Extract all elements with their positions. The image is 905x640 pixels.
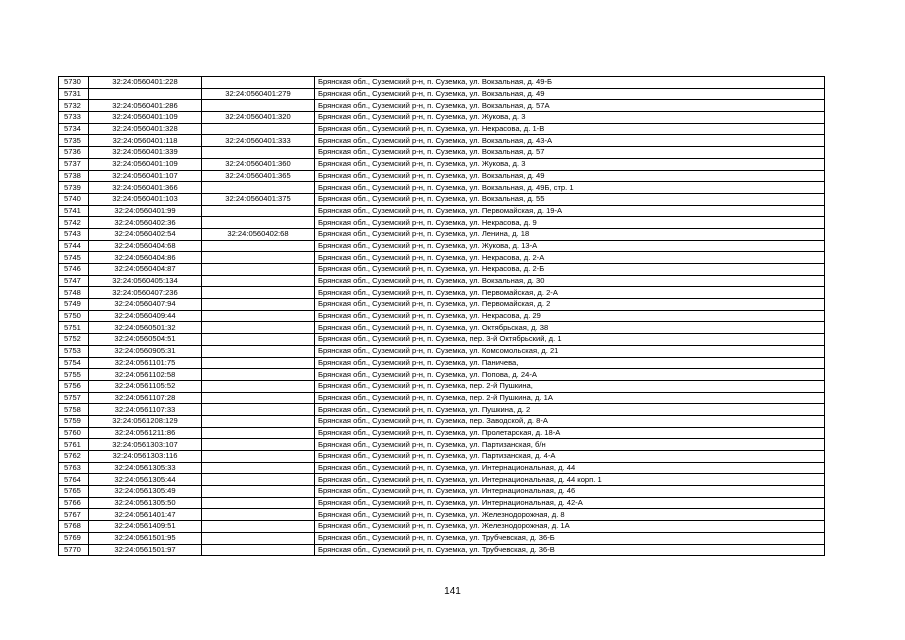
cadastral-number-cell: 32:24:0561401:47 (89, 509, 202, 521)
address-cell: Брянская обл., Суземский р-н, п. Суземка, ул. Пушкина, д. 2 (315, 404, 825, 416)
row-number-cell: 5762 (59, 451, 89, 463)
address-cell: Брянская обл., Суземский р-н, п. Суземка, ул. Вокзальная, д. 57 (315, 147, 825, 159)
address-cell: Брянская обл., Суземский р-н, п. Суземка, пер. 2-й Пушкина, (315, 380, 825, 392)
cadastral-number-2-cell (202, 392, 315, 404)
row-number-cell: 5737 (59, 158, 89, 170)
cadastral-number-2-cell (202, 264, 315, 276)
cadastral-number-2-cell (202, 486, 315, 498)
cadastral-number-2-cell (202, 497, 315, 509)
cadastral-number-cell: 32:24:0560401:366 (89, 182, 202, 194)
address-cell: Брянская обл., Суземский р-н, п. Суземка, ул. Ленина, д. 18 (315, 228, 825, 240)
address-cell: Брянская обл., Суземский р-н, п. Суземка, ул. Интернациональная, д. 46 (315, 486, 825, 498)
cadastral-number-2-cell: 32:24:0560401:365 (202, 170, 315, 182)
address-cell: Брянская обл., Суземский р-н, п. Суземка, ул. Некрасова, д. 9 (315, 217, 825, 229)
table-row (59, 462, 825, 474)
page-number: 141 (444, 586, 461, 597)
cadastral-number-cell: 32:24:0560401:99 (89, 205, 202, 217)
cadastral-number-2-cell (202, 217, 315, 229)
cadastral-number-2-cell (202, 369, 315, 381)
table-row (59, 77, 825, 89)
cadastral-number-cell: 32:24:0560407:236 (89, 287, 202, 299)
row-number-cell: 5742 (59, 217, 89, 229)
address-cell: Брянская обл., Суземский р-н, п. Суземка, ул. Некрасова, д. 29 (315, 310, 825, 322)
row-number-cell: 5758 (59, 404, 89, 416)
table-row (59, 322, 825, 334)
address-cell: Брянская обл., Суземский р-н, п. Суземка, ул. Паничева, (315, 357, 825, 369)
table-row (59, 287, 825, 299)
cadastral-number-2-cell: 32:24:0560401:320 (202, 112, 315, 124)
table-row (59, 170, 825, 182)
cadastral-number-cell: 32:24:0561501:97 (89, 544, 202, 556)
cadastral-number-cell: 32:24:0560404:68 (89, 240, 202, 252)
table-row (59, 369, 825, 381)
cadastral-number-2-cell (202, 474, 315, 486)
cadastral-number-cell: 32:24:0561107:33 (89, 404, 202, 416)
table-row (59, 334, 825, 346)
cadastral-number-cell: 32:24:0561107:28 (89, 392, 202, 404)
cadastral-number-cell: 32:24:0560905:31 (89, 345, 202, 357)
table-row (59, 427, 825, 439)
cadastral-number-cell: 32:24:0561409:51 (89, 521, 202, 533)
table-row (59, 299, 825, 311)
table-row (59, 392, 825, 404)
address-cell: Брянская обл., Суземский р-н, п. Суземка, ул. Вокзальная, д. 49Б, стр. 1 (315, 182, 825, 194)
cadastral-number-cell: 32:24:0560402:36 (89, 217, 202, 229)
table-row (59, 345, 825, 357)
cadastral-number-2-cell (202, 147, 315, 159)
cadastral-number-cell: 32:24:0560401:228 (89, 77, 202, 89)
address-cell: Брянская обл., Суземский р-н, п. Суземка, ул. Жукова, д. 3 (315, 158, 825, 170)
cadastral-number-cell: 32:24:0560404:87 (89, 264, 202, 276)
cadastral-number-cell: 32:24:0560401:109 (89, 158, 202, 170)
address-cell: Брянская обл., Суземский р-н, п. Суземка, ул. Октябрьская, д. 38 (315, 322, 825, 334)
row-number-cell: 5770 (59, 544, 89, 556)
cadastral-number-2-cell (202, 415, 315, 427)
cadastral-number-2-cell (202, 240, 315, 252)
table-row (59, 415, 825, 427)
cadastral-number-cell: 32:24:0560401:118 (89, 135, 202, 147)
cadastral-number-cell: 32:24:0561211:86 (89, 427, 202, 439)
address-cell: Брянская обл., Суземский р-н, п. Суземка, ул. Некрасова, д. 2-Б (315, 264, 825, 276)
address-cell: Брянская обл., Суземский р-н, п. Суземка, ул. Жукова, д. 13-А (315, 240, 825, 252)
table-row (59, 264, 825, 276)
row-number-cell: 5759 (59, 415, 89, 427)
cadastral-number-2-cell (202, 544, 315, 556)
row-number-cell: 5731 (59, 88, 89, 100)
address-cell: Брянская обл., Суземский р-н, п. Суземка, ул. Жукова, д. 3 (315, 112, 825, 124)
cadastral-number-2-cell (202, 462, 315, 474)
address-cell: Брянская обл., Суземский р-н, п. Суземка, пер. Заводской, д. 8-А (315, 415, 825, 427)
row-number-cell: 5766 (59, 497, 89, 509)
cadastral-number-2-cell (202, 357, 315, 369)
row-number-cell: 5765 (59, 486, 89, 498)
address-cell: Брянская обл., Суземский р-н, п. Суземка, ул. Комсомольская, д. 21 (315, 345, 825, 357)
row-number-cell: 5745 (59, 252, 89, 264)
table-row (59, 158, 825, 170)
cadastral-number-2-cell (202, 380, 315, 392)
cadastral-number-cell: 32:24:0560404:86 (89, 252, 202, 264)
table-row (59, 147, 825, 159)
cadastral-number-cell: 32:24:0560401:328 (89, 123, 202, 135)
cadastral-number-2-cell (202, 509, 315, 521)
row-number-cell: 5738 (59, 170, 89, 182)
row-number-cell: 5751 (59, 322, 89, 334)
row-number-cell: 5736 (59, 147, 89, 159)
row-number-cell: 5763 (59, 462, 89, 474)
cadastral-number-cell: 32:24:0560401:339 (89, 147, 202, 159)
cadastral-number-2-cell (202, 404, 315, 416)
table-row (59, 112, 825, 124)
cadastral-number-2-cell (202, 100, 315, 112)
table-row (59, 182, 825, 194)
address-cell: Брянская обл., Суземский р-н, п. Суземка, ул. Партизанская, д. 4-А (315, 451, 825, 463)
row-number-cell: 5756 (59, 380, 89, 392)
cadastral-number-cell: 32:24:0560405:134 (89, 275, 202, 287)
address-cell: Брянская обл., Суземский р-н, п. Суземка, ул. Интернациональная, д. 42-А (315, 497, 825, 509)
table-row (59, 486, 825, 498)
cadastral-number-2-cell: 32:24:0560401:360 (202, 158, 315, 170)
address-cell: Брянская обл., Суземский р-н, п. Суземка, ул. Вокзальная, д. 55 (315, 193, 825, 205)
address-cell: Брянская обл., Суземский р-н, п. Суземка, ул. Вокзальная, д. 49 (315, 88, 825, 100)
table-row (59, 357, 825, 369)
cadastral-number-2-cell (202, 427, 315, 439)
address-cell: Брянская обл., Суземский р-н, п. Суземка, ул. Партизанская, б/н (315, 439, 825, 451)
address-cell: Брянская обл., Суземский р-н, п. Суземка, ул. Первомайская, д. 19-А (315, 205, 825, 217)
registry-table (58, 76, 825, 556)
cadastral-number-cell: 32:24:0560501:32 (89, 322, 202, 334)
cadastral-number-2-cell: 32:24:0560401:279 (202, 88, 315, 100)
address-cell: Брянская обл., Суземский р-н, п. Суземка, ул. Первомайская, д. 2-А (315, 287, 825, 299)
row-number-cell: 5752 (59, 334, 89, 346)
row-number-cell: 5761 (59, 439, 89, 451)
cadastral-number-cell: 32:24:0561101:75 (89, 357, 202, 369)
registry-table-body (59, 77, 825, 556)
table-row (59, 100, 825, 112)
cadastral-number-cell: 32:24:0560402:54 (89, 228, 202, 240)
address-cell: Брянская обл., Суземский р-н, п. Суземка, ул. Некрасова, д. 1-В (315, 123, 825, 135)
address-cell: Брянская обл., Суземский р-н, п. Суземка, ул. Вокзальная, д. 57А (315, 100, 825, 112)
row-number-cell: 5734 (59, 123, 89, 135)
address-cell: Брянская обл., Суземский р-н, п. Суземка, ул. Трубчевская, д. 36-В (315, 544, 825, 556)
cadastral-number-2-cell: 32:24:0560402:68 (202, 228, 315, 240)
address-cell: Брянская обл., Суземский р-н, п. Суземка, пер. 2-й Пушкина, д. 1А (315, 392, 825, 404)
address-cell: Брянская обл., Суземский р-н, п. Суземка, ул. Некрасова, д. 2-А (315, 252, 825, 264)
row-number-cell: 5743 (59, 228, 89, 240)
cadastral-number-cell: 32:24:0560407:94 (89, 299, 202, 311)
address-cell: Брянская обл., Суземский р-н, п. Суземка, ул. Попова, д. 24-А (315, 369, 825, 381)
address-cell: Брянская обл., Суземский р-н, п. Суземка, ул. Интернациональная, д. 44 корп. 1 (315, 474, 825, 486)
address-cell: Брянская обл., Суземский р-н, п. Суземка, ул. Вокзальная, д. 49 (315, 170, 825, 182)
table-row (59, 451, 825, 463)
cadastral-number-2-cell (202, 275, 315, 287)
table-row (59, 497, 825, 509)
cadastral-number-cell: 32:24:0560401:103 (89, 193, 202, 205)
cadastral-number-cell: 32:24:0561305:50 (89, 497, 202, 509)
row-number-cell: 5764 (59, 474, 89, 486)
cadastral-number-2-cell: 32:24:0560401:333 (202, 135, 315, 147)
row-number-cell: 5754 (59, 357, 89, 369)
cadastral-number-2-cell (202, 77, 315, 89)
row-number-cell: 5746 (59, 264, 89, 276)
table-row (59, 532, 825, 544)
address-cell: Брянская обл., Суземский р-н, п. Суземка, пер. 3-й Октябрьский, д. 1 (315, 334, 825, 346)
row-number-cell: 5768 (59, 521, 89, 533)
cadastral-number-cell: 32:24:0561208:129 (89, 415, 202, 427)
cadastral-number-cell: 32:24:0560504:51 (89, 334, 202, 346)
cadastral-number-cell: 32:24:0561501:95 (89, 532, 202, 544)
row-number-cell: 5739 (59, 182, 89, 194)
cadastral-number-2-cell (202, 182, 315, 194)
cadastral-number-2-cell (202, 439, 315, 451)
cadastral-number-2-cell (202, 322, 315, 334)
table-row (59, 240, 825, 252)
table-row (59, 509, 825, 521)
row-number-cell: 5747 (59, 275, 89, 287)
cadastral-number-2-cell: 32:24:0560401:375 (202, 193, 315, 205)
row-number-cell: 5769 (59, 532, 89, 544)
cadastral-number-cell: 32:24:0560409:44 (89, 310, 202, 322)
cadastral-number-cell: 32:24:0560401:109 (89, 112, 202, 124)
cadastral-number-2-cell (202, 287, 315, 299)
address-cell: Брянская обл., Суземский р-н, п. Суземка, ул. Вокзальная, д. 43-А (315, 135, 825, 147)
table-row (59, 404, 825, 416)
cadastral-number-cell: 32:24:0561303:116 (89, 451, 202, 463)
row-number-cell: 5755 (59, 369, 89, 381)
cadastral-number-2-cell (202, 334, 315, 346)
row-number-cell: 5733 (59, 112, 89, 124)
table-row (59, 228, 825, 240)
row-number-cell: 5760 (59, 427, 89, 439)
table-row (59, 310, 825, 322)
row-number-cell: 5741 (59, 205, 89, 217)
address-cell: Брянская обл., Суземский р-н, п. Суземка, ул. Первомайская, д. 2 (315, 299, 825, 311)
cadastral-number-2-cell (202, 310, 315, 322)
row-number-cell: 5757 (59, 392, 89, 404)
row-number-cell: 5730 (59, 77, 89, 89)
table-row (59, 123, 825, 135)
table-row (59, 380, 825, 392)
cadastral-number-cell: 32:24:0561305:49 (89, 486, 202, 498)
cadastral-number-2-cell (202, 205, 315, 217)
cadastral-number-cell: 32:24:0561305:33 (89, 462, 202, 474)
table-row (59, 252, 825, 264)
table-row (59, 205, 825, 217)
address-cell: Брянская обл., Суземский р-н, п. Суземка, ул. Железнодорожная, д. 8 (315, 509, 825, 521)
row-number-cell: 5732 (59, 100, 89, 112)
cadastral-number-2-cell (202, 252, 315, 264)
address-cell: Брянская обл., Суземский р-н, п. Суземка, ул. Вокзальная, д. 49-Б (315, 77, 825, 89)
cadastral-number-2-cell (202, 345, 315, 357)
cadastral-number-cell (89, 88, 202, 100)
cadastral-number-cell: 32:24:0560401:107 (89, 170, 202, 182)
cadastral-number-cell: 32:24:0561105:52 (89, 380, 202, 392)
row-number-cell: 5753 (59, 345, 89, 357)
cadastral-number-cell: 32:24:0561303:107 (89, 439, 202, 451)
cadastral-number-cell: 32:24:0561305:44 (89, 474, 202, 486)
table-row (59, 88, 825, 100)
table-row (59, 544, 825, 556)
row-number-cell: 5767 (59, 509, 89, 521)
row-number-cell: 5748 (59, 287, 89, 299)
table-row (59, 439, 825, 451)
row-number-cell: 5740 (59, 193, 89, 205)
table-row (59, 474, 825, 486)
cadastral-number-2-cell (202, 123, 315, 135)
table-row (59, 217, 825, 229)
table-row (59, 275, 825, 287)
address-cell: Брянская обл., Суземский р-н, п. Суземка, ул. Железнодорожная, д. 1А (315, 521, 825, 533)
table-row (59, 521, 825, 533)
cadastral-number-cell: 32:24:0561102:58 (89, 369, 202, 381)
address-cell: Брянская обл., Суземский р-н, п. Суземка, ул. Интернациональная, д. 44 (315, 462, 825, 474)
row-number-cell: 5744 (59, 240, 89, 252)
cadastral-number-cell: 32:24:0560401:286 (89, 100, 202, 112)
cadastral-number-2-cell (202, 521, 315, 533)
row-number-cell: 5750 (59, 310, 89, 322)
cadastral-number-2-cell (202, 532, 315, 544)
address-cell: Брянская обл., Суземский р-н, п. Суземка, ул. Вокзальная, д. 30 (315, 275, 825, 287)
table-row (59, 193, 825, 205)
address-cell: Брянская обл., Суземский р-н, п. Суземка, ул. Трубчевская, д. 36-Б (315, 532, 825, 544)
row-number-cell: 5749 (59, 299, 89, 311)
table-row (59, 135, 825, 147)
address-cell: Брянская обл., Суземский р-н, п. Суземка, ул. Пролетарская, д. 18-А (315, 427, 825, 439)
cadastral-number-2-cell (202, 451, 315, 463)
cadastral-number-2-cell (202, 299, 315, 311)
row-number-cell: 5735 (59, 135, 89, 147)
